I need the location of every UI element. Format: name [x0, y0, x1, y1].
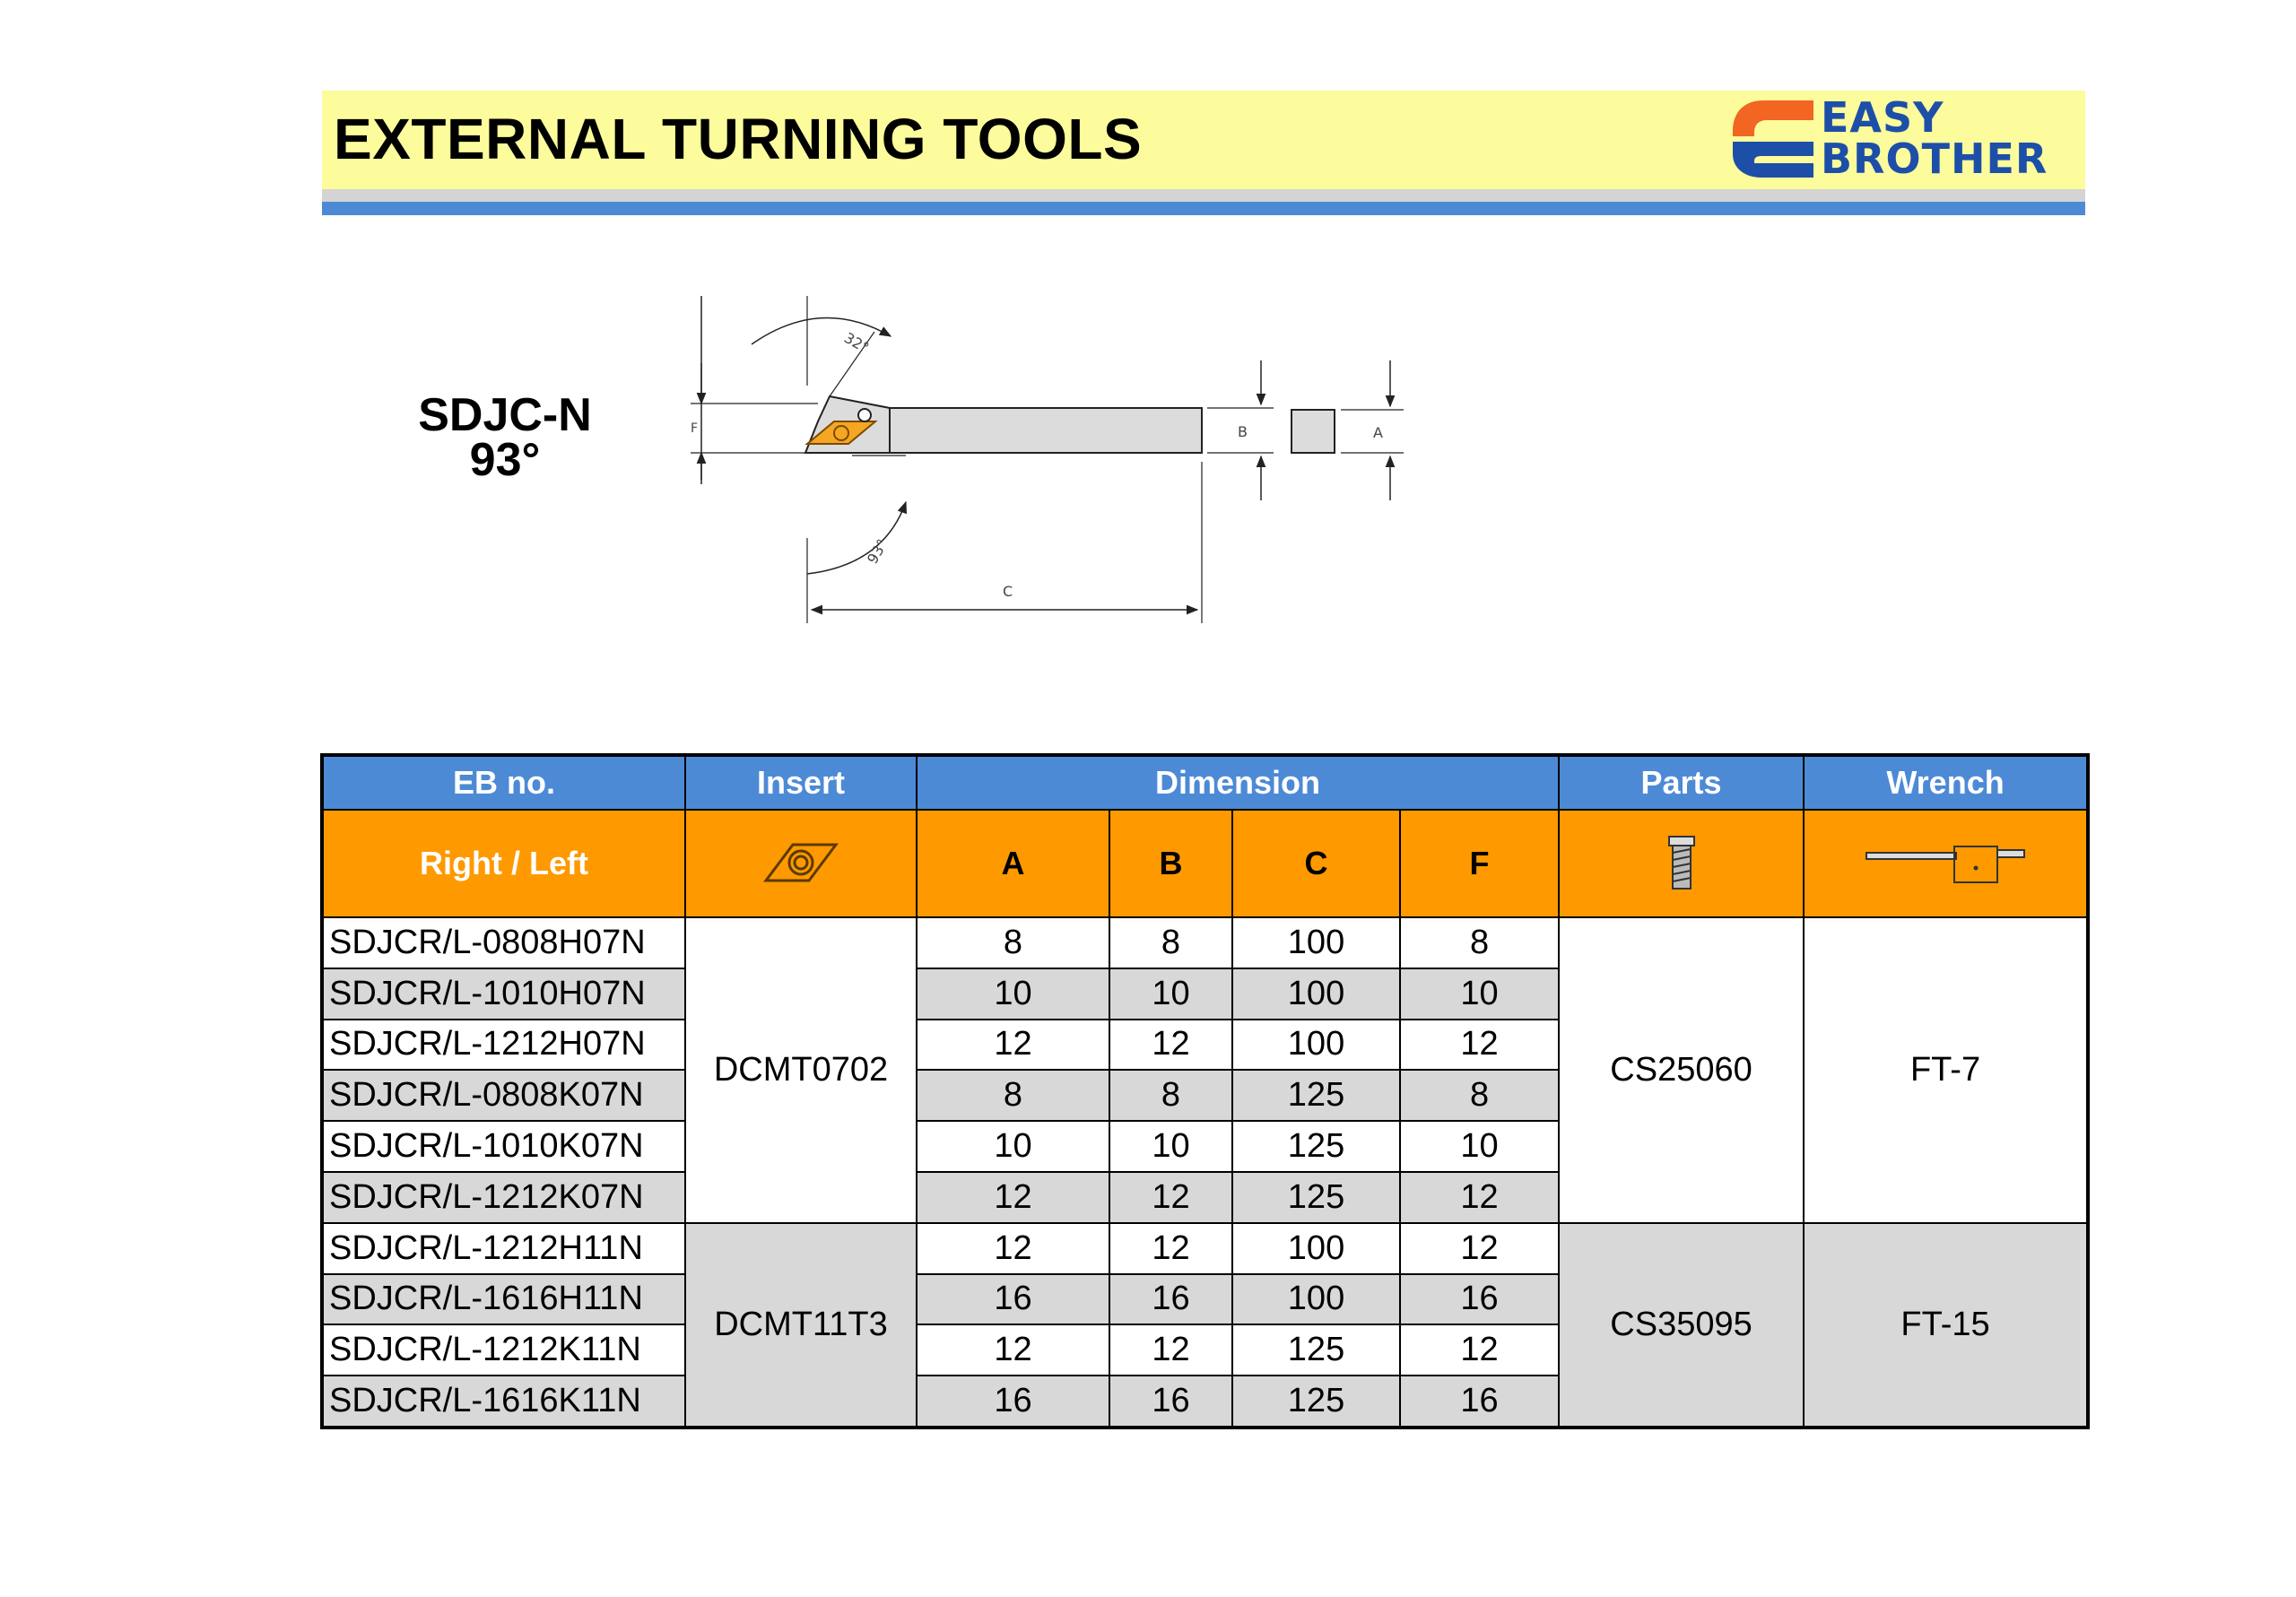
wrench-code: FT-15 [1804, 1223, 2088, 1428]
dim-a: 8 [917, 1070, 1109, 1121]
dim-b-label: B [1238, 423, 1248, 440]
header-insert: Insert [685, 755, 917, 810]
brand-logo [1731, 93, 2081, 183]
dim-b: 12 [1109, 1223, 1232, 1274]
dim-b: 16 [1109, 1376, 1232, 1428]
product-model-name: SDJC-N [418, 389, 592, 441]
dim-c: 125 [1232, 1070, 1400, 1121]
dim-b: 8 [1109, 917, 1232, 968]
product-approach-angle: 93° [469, 434, 541, 486]
dim-f: 10 [1400, 1121, 1559, 1172]
table-row [322, 1223, 2088, 1274]
wrench-icon [1804, 810, 2088, 917]
eb-number: SDJCR/L-1212K11N [322, 1324, 685, 1376]
eb-number: SDJCR/L-0808H07N [322, 917, 685, 968]
subheader-hand: Right / Left [322, 810, 685, 917]
subheader-c: C [1232, 810, 1400, 917]
spec-table [320, 753, 2090, 1429]
dim-f: 16 [1400, 1274, 1559, 1325]
eb-number: SDJCR/L-0808K07N [322, 1070, 685, 1121]
dim-b: 12 [1109, 1324, 1232, 1376]
dim-f: 10 [1400, 968, 1559, 1020]
dim-a-label: A [1373, 424, 1383, 441]
header-parts: Parts [1559, 755, 1804, 810]
dim-b: 10 [1109, 1121, 1232, 1172]
wrench-code: FT-7 [1804, 917, 2088, 1223]
dim-a: 12 [917, 1020, 1109, 1071]
dim-a: 16 [917, 1376, 1109, 1428]
dim-c: 100 [1232, 968, 1400, 1020]
insert-icon [685, 810, 917, 917]
dim-a: 12 [917, 1324, 1109, 1376]
dim-c-label: C [1003, 583, 1013, 600]
eb-number: SDJCR/L-1212H11N [322, 1223, 685, 1274]
shank-body [890, 408, 1202, 453]
dim-a: 10 [917, 968, 1109, 1020]
dim-f: 8 [1400, 917, 1559, 968]
table-row [322, 917, 2088, 968]
dim-f: 16 [1400, 1376, 1559, 1428]
dim-a: 8 [917, 917, 1109, 968]
dim-f-label: F [691, 421, 699, 436]
dim-f: 12 [1400, 1172, 1559, 1223]
dim-b: 12 [1109, 1172, 1232, 1223]
dim-c: 100 [1232, 1274, 1400, 1325]
dim-c: 100 [1232, 1223, 1400, 1274]
subheader-a: A [917, 810, 1109, 917]
tool-drawing [664, 296, 1794, 655]
subheader-b: B [1109, 810, 1232, 917]
subheader-f: F [1400, 810, 1559, 917]
parts-code: CS25060 [1559, 917, 1804, 1223]
page-title: EXTERNAL TURNING TOOLS [334, 107, 1143, 171]
dim-b: 10 [1109, 968, 1232, 1020]
header-eb-no: EB no. [322, 755, 685, 810]
product-model [393, 389, 617, 486]
insert-code: DCMT0702 [685, 917, 917, 1223]
dim-c: 100 [1232, 1020, 1400, 1071]
header-divider-gray [322, 189, 2085, 202]
eb-number: SDJCR/L-1212H07N [322, 1020, 685, 1071]
dim-c: 125 [1232, 1121, 1400, 1172]
eb-number: SDJCR/L-1616H11N [322, 1274, 685, 1325]
logo-mark-icon [1731, 97, 1816, 179]
dim-f: 8 [1400, 1070, 1559, 1121]
parts-code: CS35095 [1559, 1223, 1804, 1428]
shank-end-view [1292, 410, 1335, 453]
dim-a: 12 [917, 1223, 1109, 1274]
dim-f: 12 [1400, 1223, 1559, 1274]
dim-a: 16 [917, 1274, 1109, 1325]
header-wrench: Wrench [1804, 755, 2088, 810]
dim-c: 125 [1232, 1172, 1400, 1223]
eb-number: SDJCR/L-1212K07N [322, 1172, 685, 1223]
eb-number: SDJCR/L-1616K11N [322, 1376, 685, 1428]
header-divider-blue [322, 202, 2085, 215]
dim-b: 8 [1109, 1070, 1232, 1121]
angle-bottom-label: 93° [864, 535, 891, 567]
logo-word-brother: BROTHER [1821, 135, 2048, 183]
dim-f: 12 [1400, 1020, 1559, 1071]
dim-b: 16 [1109, 1274, 1232, 1325]
clamp-screw [858, 409, 871, 421]
dim-b: 12 [1109, 1020, 1232, 1071]
dim-a: 10 [917, 1121, 1109, 1172]
eb-number: SDJCR/L-1010H07N [322, 968, 685, 1020]
dim-c: 125 [1232, 1324, 1400, 1376]
logo-word-easy: EASY [1821, 93, 1944, 142]
insert-code: DCMT11T3 [685, 1223, 917, 1428]
dim-a: 12 [917, 1172, 1109, 1223]
dim-f: 12 [1400, 1324, 1559, 1376]
screw-icon [1559, 810, 1804, 917]
dim-c: 125 [1232, 1376, 1400, 1428]
angle-top-label: 32° [841, 329, 873, 357]
header-dimension: Dimension [917, 755, 1559, 810]
eb-number: SDJCR/L-1010K07N [322, 1121, 685, 1172]
dim-c: 100 [1232, 917, 1400, 968]
